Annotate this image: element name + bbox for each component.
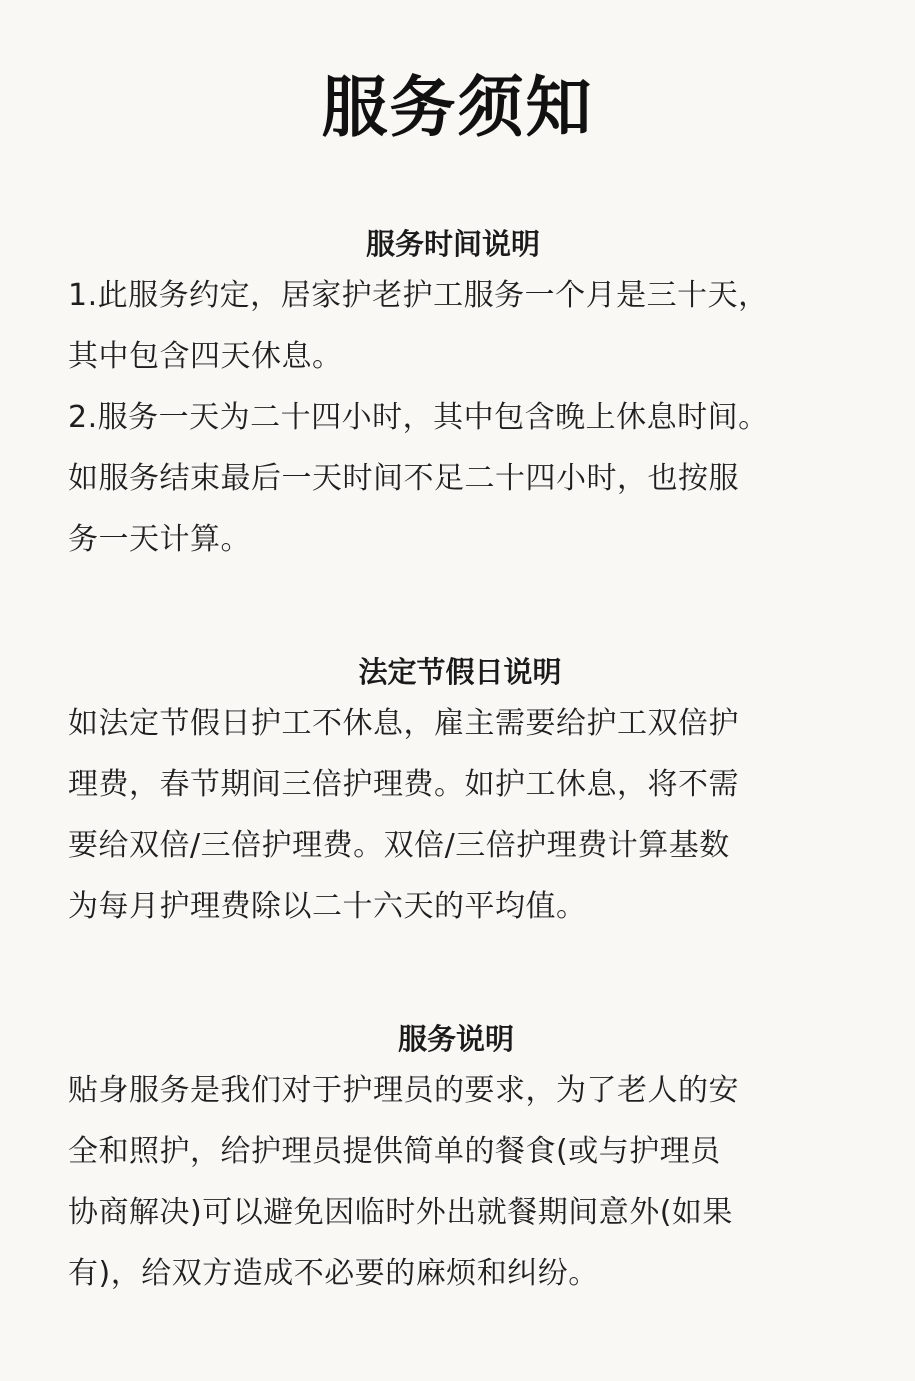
body-line: 理费，春节期间三倍护理费。如护工休息，将不需 <box>68 767 739 802</box>
body-line: 全和照护，给护理员提供简单的餐食(或与护理员 <box>68 1134 721 1169</box>
section-service-notes <box>68 1020 858 1304</box>
body-line: 有)，给双方造成不必要的麻烦和纠纷。 <box>68 1256 599 1291</box>
body-line: 1.此服务约定，居家护老护工服务一个月是三十天， <box>68 278 769 313</box>
section-heading: 法定节假日说明 <box>358 655 562 689</box>
section-body <box>68 265 858 570</box>
body-line: 如服务结束最后一天时间不足二十四小时，也按服 <box>68 461 739 496</box>
body-line: 贴身服务是我们对于护理员的要求，为了老人的安 <box>68 1073 739 1108</box>
body-line: 务一天计算。 <box>68 522 251 557</box>
section-service-time <box>68 225 858 570</box>
body-line: 要给双倍/三倍护理费。双倍/三倍护理费计算基数 <box>68 828 730 863</box>
body-line: 为每月护理费除以二十六天的平均值。 <box>68 889 587 924</box>
section-body <box>68 1060 858 1304</box>
body-line: 2.服务一天为二十四小时，其中包含晚上休息时间。 <box>68 400 769 435</box>
section-holidays <box>68 653 858 937</box>
body-line: 其中包含四天休息。 <box>68 339 343 374</box>
body-line: 协商解决)可以避免因临时外出就餐期间意外(如果 <box>68 1195 733 1230</box>
page-title: 服务须知 <box>321 69 594 146</box>
body-line: 如法定节假日护工不休息，雇主需要给护工双倍护 <box>68 706 739 741</box>
section-heading: 服务说明 <box>397 1022 514 1056</box>
section-body <box>68 693 858 937</box>
section-heading: 服务时间说明 <box>365 227 540 261</box>
